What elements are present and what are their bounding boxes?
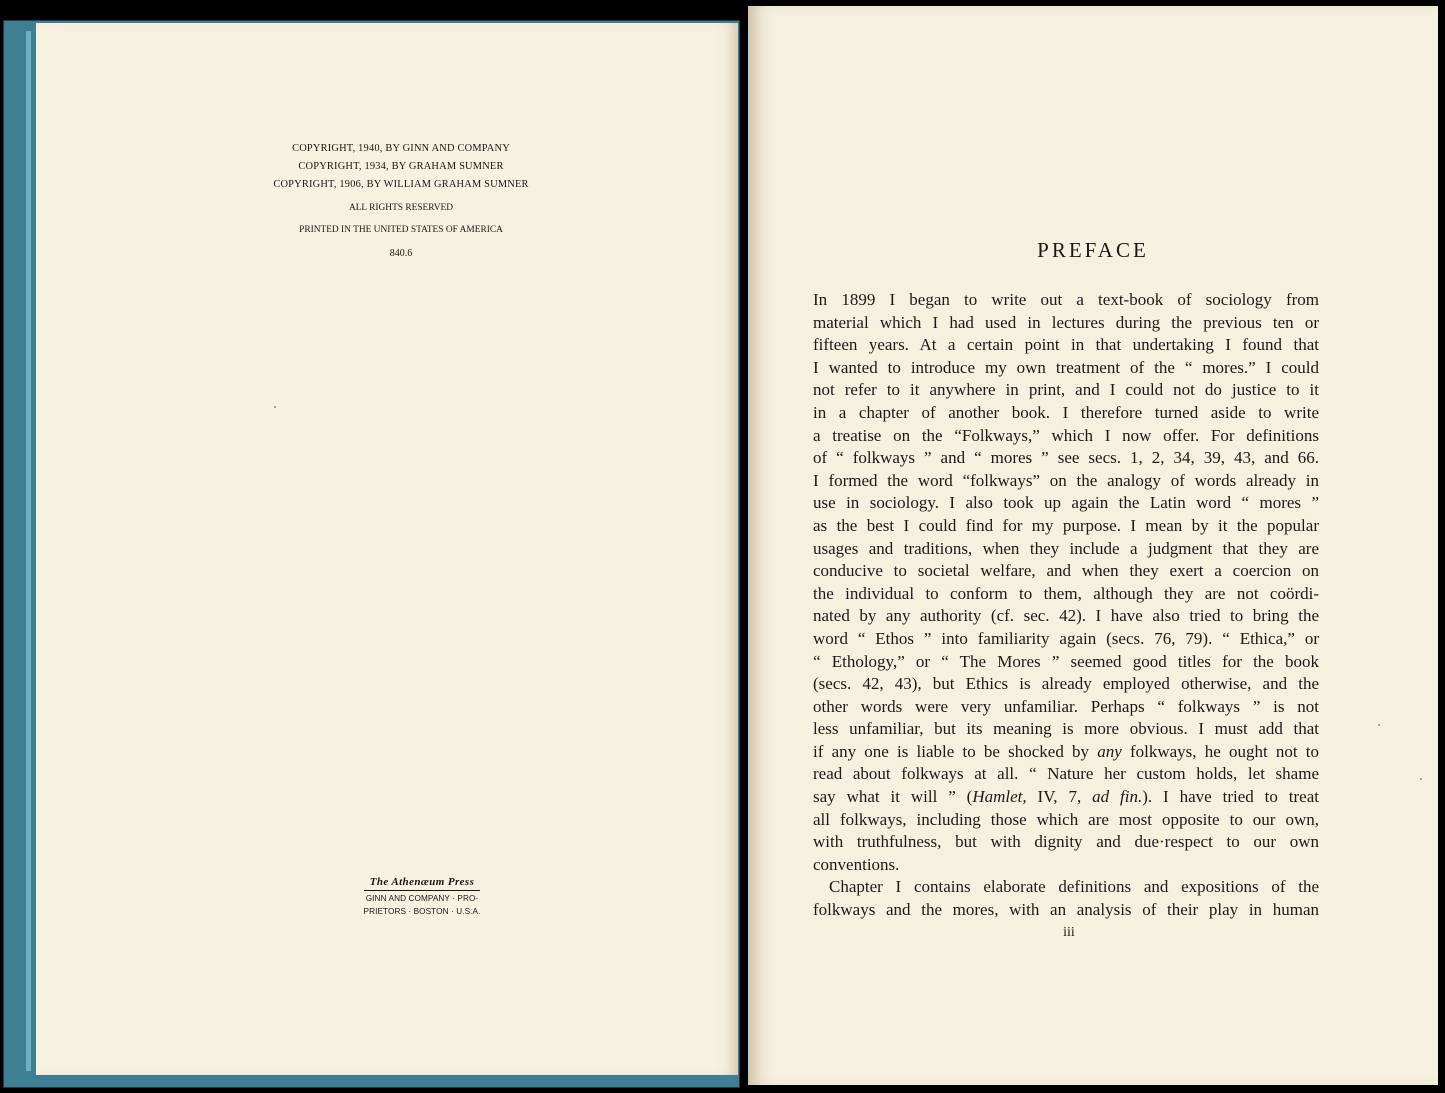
press-imprint (322, 872, 522, 917)
preface-line: folkways and the mores, with an analysis of their play in human (813, 900, 1319, 920)
copyright-line-2: COPYRIGHT, 1934, BY GRAHAM SUMNER (298, 161, 504, 172)
preface-line: with truthfulness, but with dignity and due·respect to our own (813, 832, 1319, 852)
preface-line: read about folkways at all. “ Nature her custom holds, let shame (813, 764, 1319, 784)
printed-in: PRINTED IN THE UNITED STATES OF AMERICA (299, 225, 503, 235)
press-line-1: GINN AND COMPANY · PRO- (365, 894, 479, 903)
emphasis: Hamlet, (972, 787, 1027, 807)
preface-line: conducive to societal welfare, and when they exert a coercion on (813, 561, 1319, 581)
page-number: iii (1063, 925, 1075, 940)
preface-line: (secs. 42, 43), but Ethics is already employed otherwise, and the (813, 674, 1319, 694)
paper-speck (1420, 778, 1422, 780)
preface-title: PREFACE (1037, 238, 1149, 262)
paper-speck (1378, 724, 1380, 726)
preface-line: nated by any authority (cf. sec. 42). I have also tried to bring the (813, 606, 1319, 626)
press-name: The Athenæum Press (364, 875, 481, 891)
preface-line: “ Ethology,” or “ The Mores ” seemed good titles for the book (813, 651, 1319, 671)
preface-line: not refer to it anywhere in print, and I could not do justice to it (813, 380, 1319, 400)
preface-line: all folkways, including those which are most opposite to our own, (813, 809, 1319, 829)
emphasis: ad fin. (1092, 787, 1143, 807)
preface-line-hamlet (813, 786, 1319, 809)
text-fragment: ). I have tried to treat (1142, 787, 1319, 807)
preface-line: of “ folkways ” and “ mores ” see secs. 1, 2, 34, 39, 43, and 66. (813, 448, 1319, 468)
left-page (36, 23, 738, 1075)
edition-code: 840.6 (389, 248, 413, 259)
preface-line: less unfamiliar, but its meaning is more obvious. I must add that (813, 719, 1319, 739)
preface-line: I formed the word “folkways” on the analogy of words already in (813, 470, 1319, 490)
text-fragment: folkways, he ought not to (1121, 741, 1319, 761)
preface-line: the individual to conform to them, although they are not coördi- (813, 583, 1319, 603)
rights-reserved: ALL RIGHTS RESERVED (348, 203, 454, 213)
preface-line: conventions. (813, 854, 900, 874)
preface-line: material which I had used in lectures during the previous ten or (813, 312, 1319, 332)
preface-line: word “ Ethos ” into familiarity again (secs. 76, 79). “ Ethica,” or (813, 628, 1319, 648)
text-fragment: IV, 7, (1026, 787, 1093, 807)
preface-line: In 1899 I began to write out a text-book of sociology from (813, 290, 1319, 309)
preface-line: usages and traditions, when they include a judgment that they are (813, 538, 1319, 558)
preface-line: in a chapter of another book. I therefore turned aside to write (813, 402, 1319, 422)
preface-line-any (813, 741, 1319, 764)
preface-line: use in sociology. I also took up again the Latin word “ mores ” (813, 493, 1319, 513)
preface-line: other words were very unfamiliar. Perhaps “ folkways ” is not (813, 696, 1319, 716)
text-fragment: say what it will ” ( (813, 787, 973, 807)
copyright-line-1: COPYRIGHT, 1940, BY GINN AND COMPANY (292, 143, 510, 154)
copyright-block (0, 140, 802, 262)
copyright-line-3: COPYRIGHT, 1906, BY WILLIAM GRAHAM SUMNER (273, 179, 529, 190)
press-line-2: PRIETORS · BOSTON · U.S.A. (363, 907, 481, 916)
preface-line: a treatise on the “Folkways,” which I now offer. For definitions (813, 425, 1319, 445)
emphasis: any (1097, 741, 1122, 761)
preface-line: as the best I could find for my purpose. I mean by it the popular (813, 515, 1319, 535)
preface-line: fifteen years. At a certain point in that undertaking I found that (813, 335, 1319, 355)
text-fragment: if any one is liable to be shocked by (813, 741, 1098, 761)
paper-speck (274, 406, 276, 408)
preface-line: Chapter I contains elaborate definitions and expositions of the (829, 877, 1319, 897)
preface-body (813, 289, 1319, 922)
preface-line: I wanted to introduce my own treatment of the “ mores.” I could (813, 357, 1319, 377)
